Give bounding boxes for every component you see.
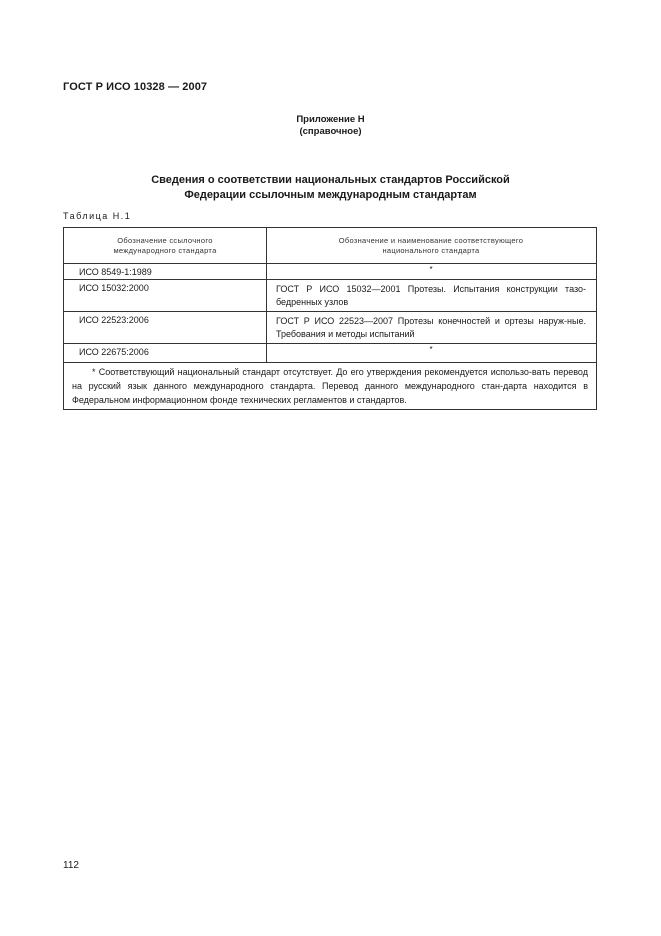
cell-intl: ИСО 22675:2006	[79, 347, 149, 357]
table-row	[64, 311, 596, 344]
table-row	[64, 279, 596, 312]
cell-intl: ИСО 22523:2006	[79, 315, 149, 325]
table-header-row	[64, 228, 596, 264]
table-footnote: * Соответствующий национальный стандарт отсутствует. До его утверждения рекомендуется использо-вать перевод на русский язык данного международного стандарта. Перевод данного международного стан-дарта находится в Федеральном информационном фонде технических регламентов и стандартов.	[72, 367, 588, 405]
header-national-standard	[266, 228, 596, 263]
cell-intl: ИСО 8549-1:1989	[79, 267, 152, 277]
header-national-line-2: национального стандарта	[382, 245, 480, 255]
table-row	[64, 343, 596, 363]
header-national-line-1: Обозначение и наименование соответствующего	[338, 235, 524, 245]
header-intl-line-2: международного стандарта	[113, 245, 217, 255]
appendix-subtitle: (справочное)	[299, 126, 362, 137]
appendix-heading	[0, 114, 661, 138]
cell-national: *	[429, 265, 433, 274]
cell-intl: ИСО 15032:2000	[79, 283, 149, 293]
table-label: Таблица Н.1	[63, 211, 132, 221]
appendix-title: Приложение Н	[296, 114, 365, 125]
cell-national: ГОСТ Р ИСО 15032—2001 Протезы. Испытания конструкции тазо-бедренных узлов	[276, 284, 586, 307]
section-title	[0, 173, 661, 203]
header-intl-line-1: Обозначение ссылочного	[117, 235, 213, 245]
table-row	[64, 263, 596, 280]
cell-national: ГОСТ Р ИСО 22523—2007 Протезы конечностей и ортезы наруж-ные. Требования и методы испытаний	[276, 316, 586, 339]
document-code-header: ГОСТ Р ИСО 10328 — 2007	[63, 81, 208, 93]
header-intl-standard	[64, 228, 266, 263]
page-number: 112	[63, 860, 79, 871]
standards-table	[63, 227, 597, 410]
cell-national: *	[429, 345, 433, 354]
section-title-line-2: Федерации ссылочным международным стандартам	[184, 189, 477, 201]
section-title-line-1: Сведения о соответствии национальных стандартов Российской	[151, 174, 510, 186]
